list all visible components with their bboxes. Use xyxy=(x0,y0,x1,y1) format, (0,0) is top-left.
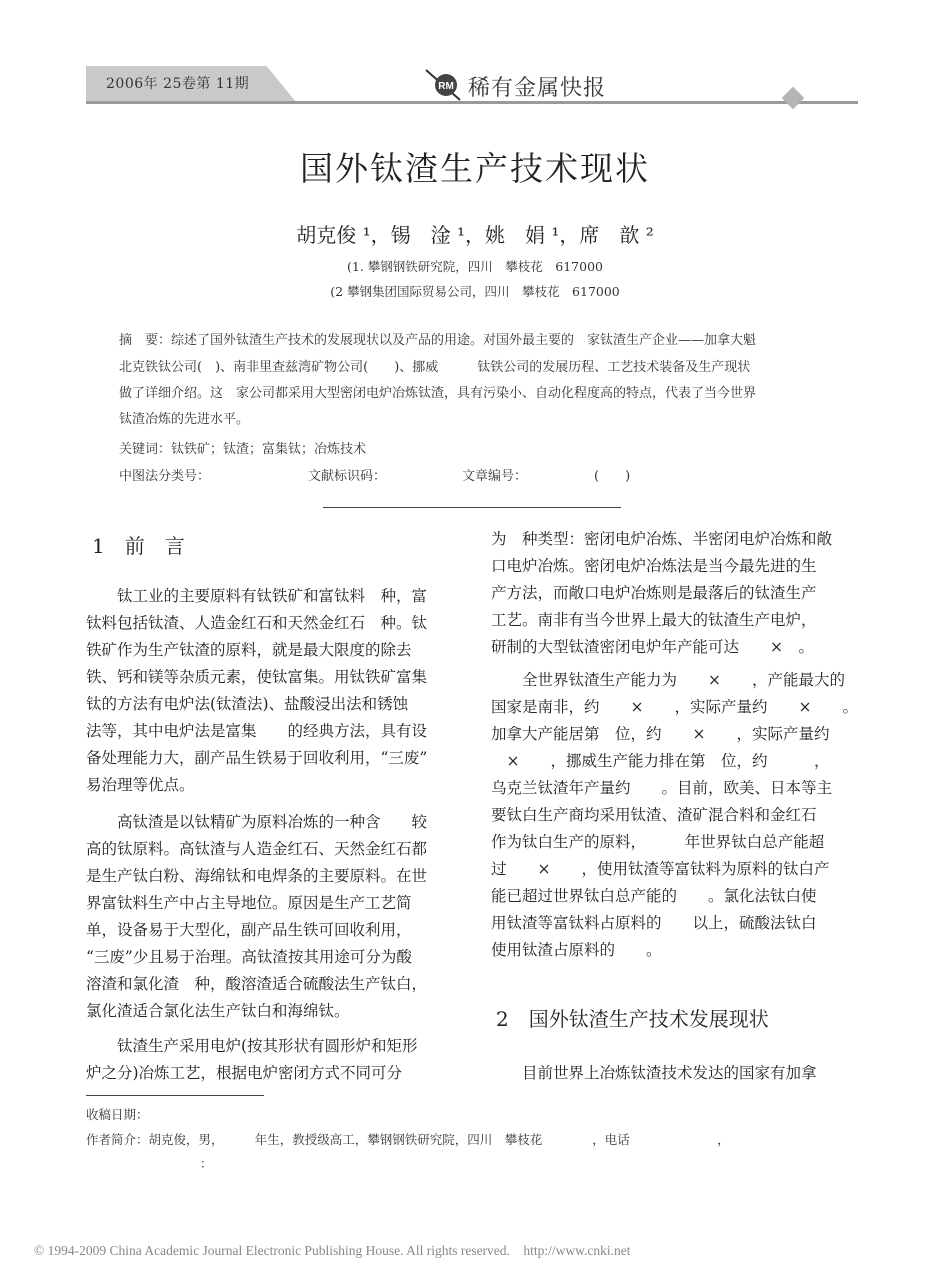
body-line: 目前世界上冶炼钛渣技术发达的国家有加拿 xyxy=(491,1064,817,1082)
body-line: 是生产钛白粉、海绵钛和电焊条的主要原料。在世 xyxy=(86,867,428,885)
body-line: 钛渣生产采用电炉(按其形状有圆形炉和矩形 xyxy=(86,1037,418,1055)
section-heading-1: 1 前 言 xyxy=(92,534,185,558)
issue-info: 2006年 25卷第 11期 xyxy=(106,76,250,92)
body-line: 法等，其中电炉法是富集 的经典方法，具有设 xyxy=(86,722,428,740)
article-number-value: ( ) xyxy=(594,469,631,484)
body-line: 高的钛原料。高钛渣与人造金红石、天然金红石都 xyxy=(86,840,428,858)
body-line: 乌克兰钛渣年产量约 。目前，欧美、日本等主 xyxy=(491,779,833,797)
header-diamond-ornament xyxy=(782,87,805,110)
section-heading-2: 2 国外钛渣生产技术发展现状 xyxy=(496,1007,769,1031)
body-line: 高钛渣是以钛精矿为原料冶炼的一种含 较 xyxy=(86,813,428,831)
body-line: 钛料包括钛渣、人造金红石和天然金红石 种。钛 xyxy=(86,614,428,632)
author-list: 胡克俊 ¹，锡 淦 ¹，姚 娟 ¹，席 歆 ² xyxy=(296,223,654,247)
body-line: 单，设备易于大型化，副产品生铁可回收利用， xyxy=(86,921,412,939)
affiliation: (1. 攀钢钢铁研究院，四川 攀枝花 617000 xyxy=(347,259,603,274)
body-line: × ，挪威生产能力排在第 位，约 ， xyxy=(491,752,830,770)
body-line: 国家是南非，约 × ，实际产量约 × 。 xyxy=(491,698,858,716)
logo-text: RM xyxy=(438,81,454,92)
body-line: 能已超过世界钛白总产能的 。氯化法钛白使 xyxy=(491,887,817,905)
footnote-colon: ： xyxy=(200,1156,213,1171)
footnote-rule xyxy=(86,1095,264,1096)
abstract-separator xyxy=(323,507,621,508)
received-date: 收稿日期： xyxy=(86,1107,149,1122)
body-line: 研制的大型钛渣密闭电炉年产能可达 × 。 xyxy=(491,638,814,656)
abstract-line: 摘 要：综述了国外钛渣生产技术的发展现状以及产品的用途。对国外最主要的 家钛渣生产企业——加拿大魁 xyxy=(119,333,757,348)
body-line: 易治理等优点。 xyxy=(86,776,195,794)
body-line: 为 种类型：密闭电炉冶炼、半密闭电炉冶炼和敞 xyxy=(491,530,833,548)
abstract-line: 做了详细介绍。这 家公司都采用大型密闭电炉冶炼钛渣，具有污染小、自动化程度高的特点，代表了当今世界 xyxy=(119,386,757,401)
body-line: 产方法，而敞口电炉冶炼则是最落后的钛渣生产 xyxy=(491,584,817,602)
body-line: 氯化渣适合氯化法生产钛白和海绵钛。 xyxy=(86,1002,350,1020)
document-code-label: 文献标识码： xyxy=(308,469,387,484)
body-line: 钛工业的主要原料有钛铁矿和富钛料 种，富 xyxy=(86,587,428,605)
body-line: 炉之分)冶炼工艺，根据电炉密闭方式不同可分 xyxy=(86,1064,403,1082)
article-title: 国外钛渣生产技术现状 xyxy=(300,149,650,188)
body-line: “三废”少且易于治理。高钛渣按其用途可分为酸 xyxy=(86,948,412,966)
journal-logo-icon xyxy=(424,68,464,106)
clc-number-label: 中图法分类号： xyxy=(119,469,211,484)
copyright-notice: © 1994-2009 China Academic Journal Electronic Publishing House. All rights reserved. http://www.cnki.net xyxy=(34,1243,631,1258)
abstract-line: 北克铁钛公司( )、南非里查兹湾矿物公司( )、挪威 钛铁公司的发展历程、工艺技术装备及生产现状 xyxy=(119,360,751,375)
body-line: 要钛白生产商均采用钛渣、渣矿混合料和金红石 xyxy=(491,806,817,824)
body-line: 溶渣和氯化渣 种，酸溶渣适合硫酸法生产钛白， xyxy=(86,975,428,993)
body-line: 作为钛白生产的原料， 年世界钛白总产能超 xyxy=(491,833,825,851)
body-line: 使用钛渣占原料的 。 xyxy=(491,941,662,959)
body-line: 备处理能力大，副产品生铁易于回收利用，“三废” xyxy=(86,749,428,767)
body-line: 工艺。南非有当今世界上最大的钛渣生产电炉， xyxy=(491,611,817,629)
affiliation: (2 攀钢集团国际贸易公司，四川 攀枝花 617000 xyxy=(330,284,620,299)
body-line: 加拿大产能居第 位，约 × ，实际产量约 xyxy=(491,725,830,743)
body-line: 过 × ，使用钛渣等富钛料为原料的钛白产 xyxy=(491,860,830,878)
body-line: 界富钛料生产中占主导地位。原因是生产工艺简 xyxy=(86,894,412,912)
body-line: 口电炉冶炼。密闭电炉冶炼法是当今最先进的生 xyxy=(491,557,817,575)
body-line: 铁、钙和镁等杂质元素，使钛富集。用钛铁矿富集 xyxy=(86,668,428,686)
body-line: 铁矿作为生产钛渣的原料，就是最大限度的除去 xyxy=(86,641,412,659)
journal-name: 稀有金属快报 xyxy=(468,76,607,101)
body-line: 用钛渣等富钛料占原料的 以上，硫酸法钛白 xyxy=(491,914,817,932)
keywords: 关键词：钛铁矿；钛渣；富集钛；冶炼技术 xyxy=(119,442,367,457)
body-line: 全世界钛渣生产能力为 × ，产能最大的 xyxy=(491,671,845,689)
author-intro: 作者简介：胡克俊，男， 年生，教授级高工，攀钢钢铁研究院，四川 攀枝花 ，电话 ， xyxy=(86,1132,730,1147)
article-number-label: 文章编号： xyxy=(462,469,528,484)
abstract-line: 钛渣冶炼的先进水平。 xyxy=(119,412,250,427)
body-line: 钛的方法有电炉法(钛渣法)、盐酸浸出法和锈蚀 xyxy=(86,695,409,713)
